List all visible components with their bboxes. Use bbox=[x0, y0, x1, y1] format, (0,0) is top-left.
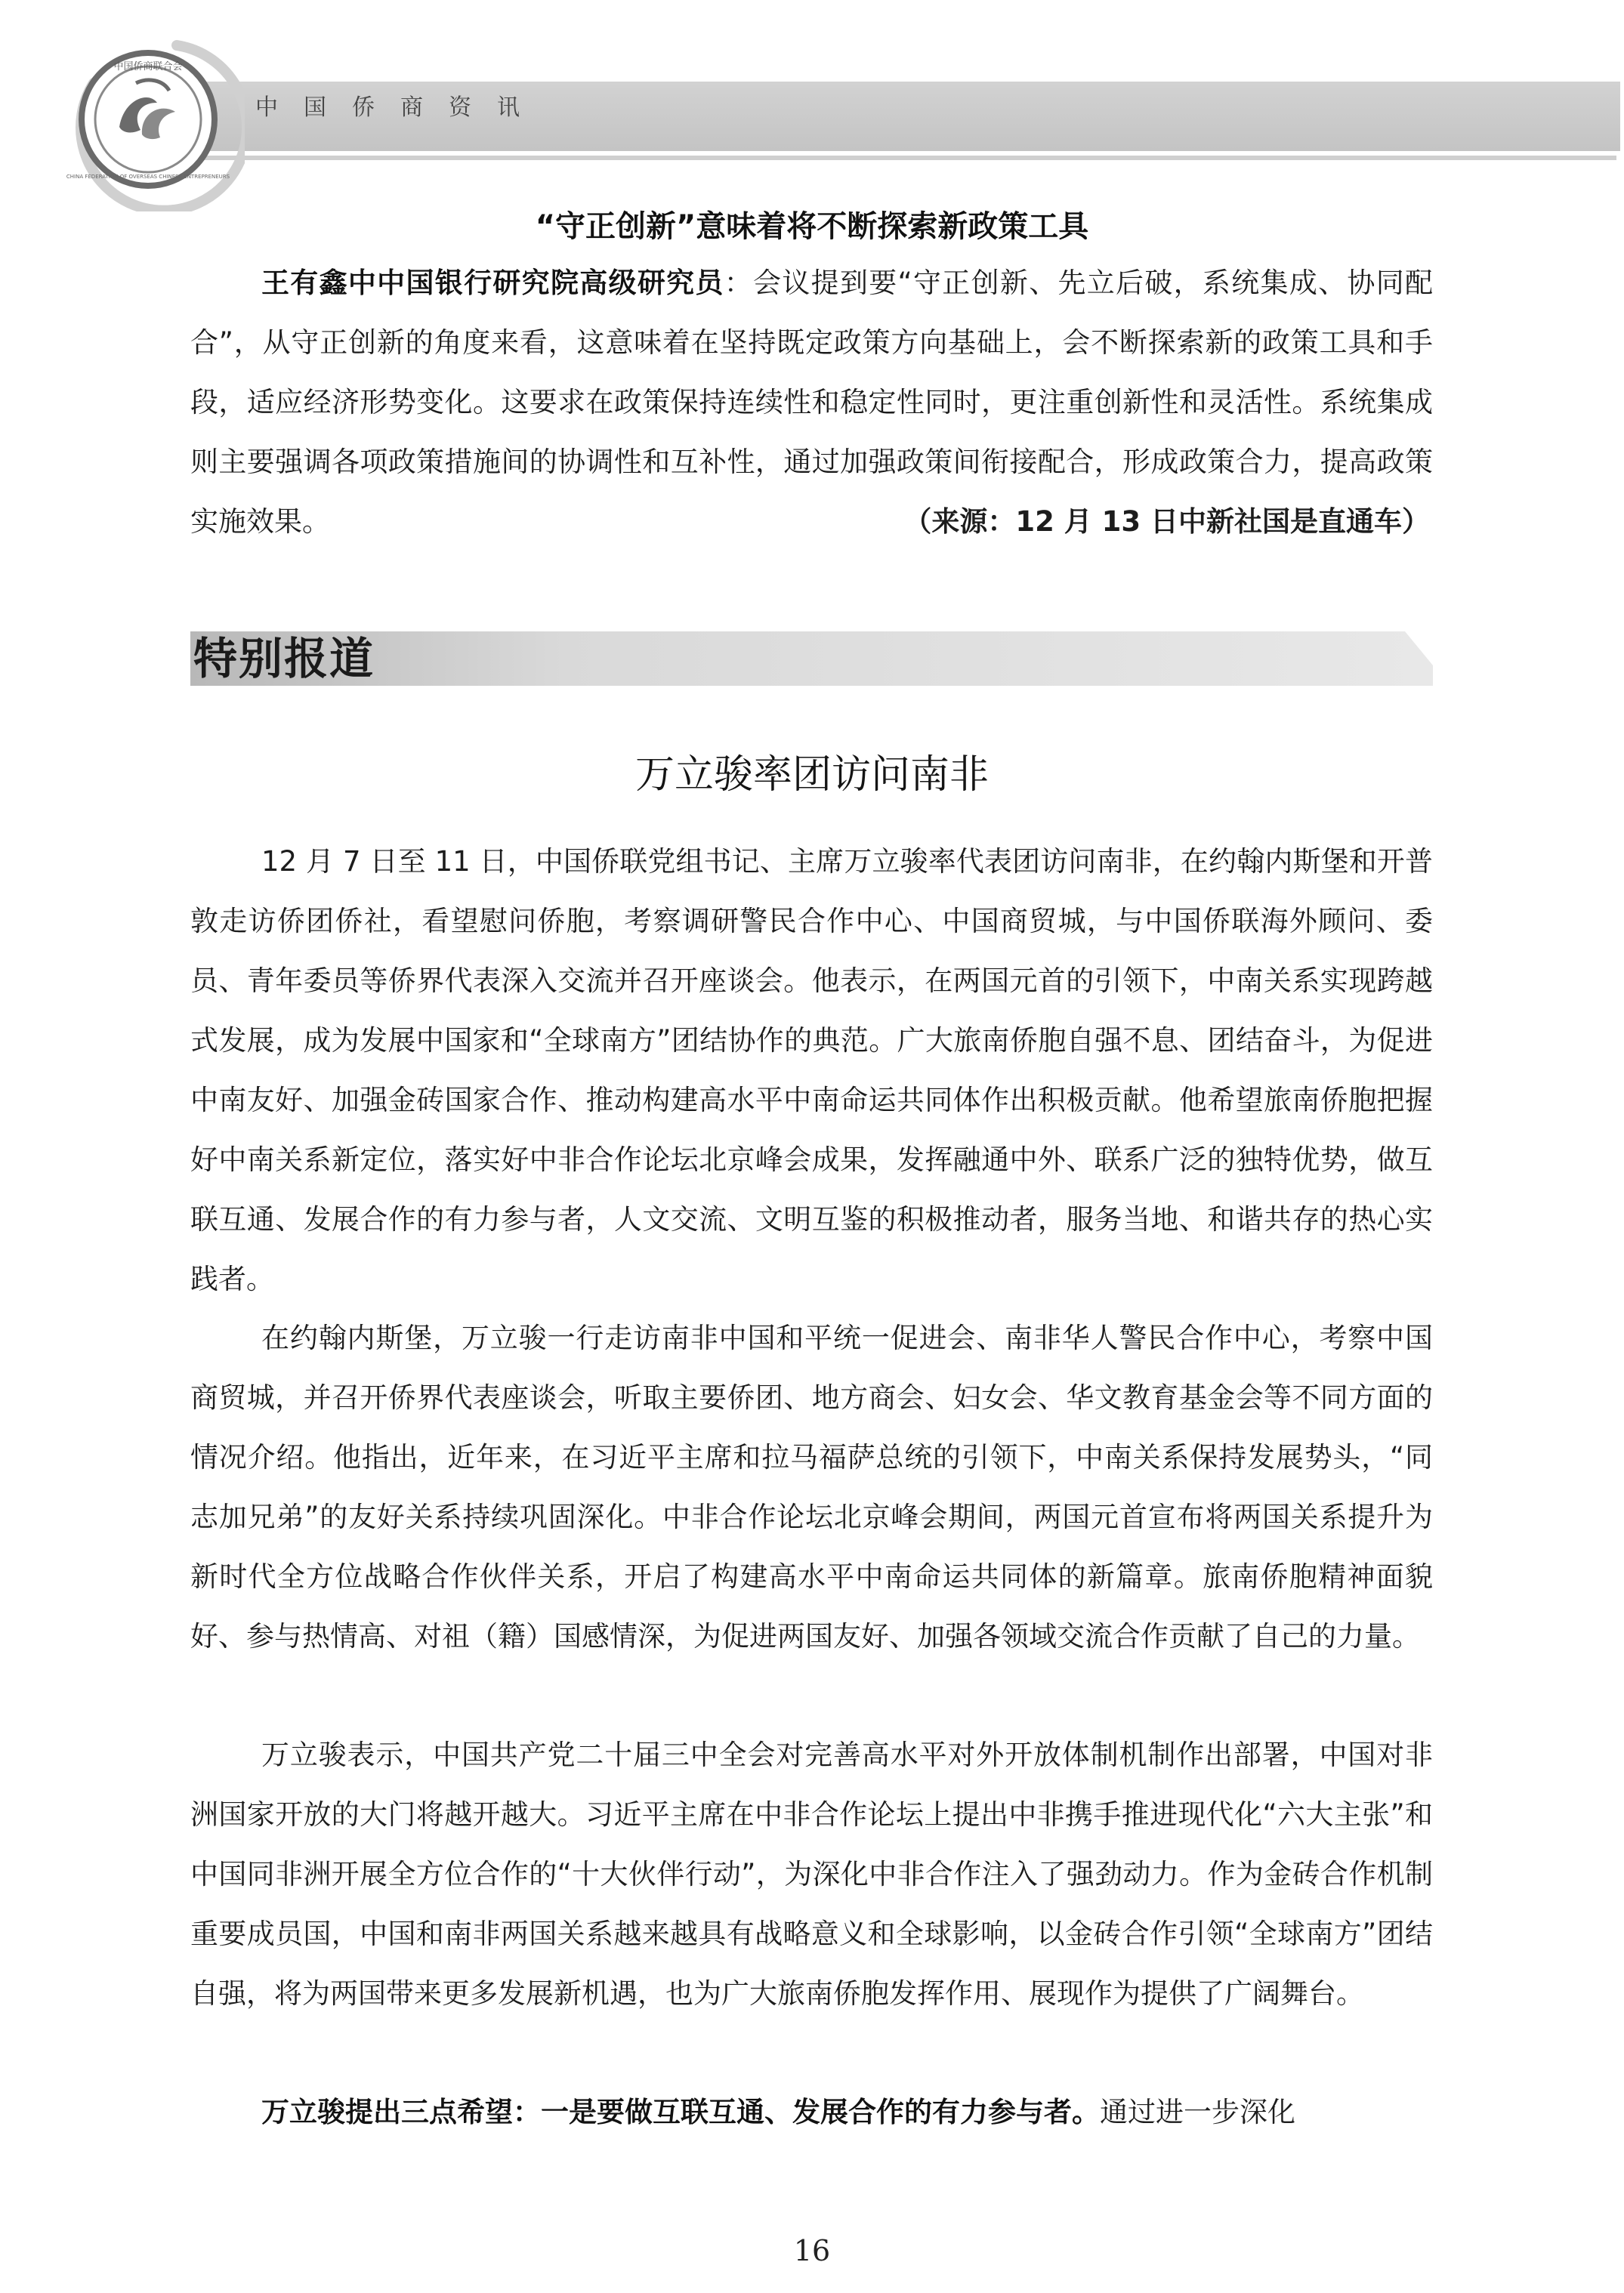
header-underline bbox=[113, 156, 1616, 160]
article-2-paragraph-3: 万立骏表示，中国共产党二十届三中全会对完善高水平对外开放体制机制作出部署，中国对非洲国家开放的大门将越开越大。习近平主席在中非合作论坛上提出中非携手推进现代化“六大主张”和中国同非洲开展全方位合作的“十大伙伴行动”，为深化中非合作注入了强劲动力。作为金砖合作机制重要成员国，中国和南非两国关系越来越具有战略意义和全球影响，以金砖合作引领“全球南方”团结自强，将为两国带来更多发展新机遇，也为广大旅南侨胞发挥作用、展现作为提供了广阔舞台。 bbox=[190, 1739, 1433, 2010]
article-2-paragraph-1: 12 月 7 日至 11 日，中国侨联党组书记、主席万立骏率代表团访问南非，在约翰内斯堡和开普敦走访侨团侨社，看望慰问侨胞，考察调研警民合作中心、中国商贸城，与中国侨联海外顾问、委员、青年委员等侨界代表深入交流并召开座谈会。他表示，在两国元首的引领下，中南关系实现跨越式发展，成为发展中国家和“全球南方”团结协作的典范。广大旅南侨胞自强不息、团结奋斗，为促进中南友好、加强金砖国家合作、推动构建高水平中南命运共同体作出积极贡献。他希望旅南侨胞把握好中南关系新定位，落实好中非合作论坛北京峰会成果，发挥融通中外、联系广泛的独特优势，做互联互通、发展合作的有力参与者，人文交流、文明互鉴的积极推动者，服务当地、和谐共存的热心实践者。 bbox=[190, 845, 1433, 1295]
section-label: 特别报道 bbox=[193, 633, 375, 684]
logo-text-en: CHINA FEDERATION OF OVERSEAS CHINESE ENTREPRENEURS bbox=[66, 174, 230, 180]
article-2-paragraph-2: 在约翰内斯堡，万立骏一行走访南非中国和平统一促进会、南非华人警民合作中心，考察中国商贸城，并召开侨界代表座谈会，听取主要侨团、地方商会、妇女会、华文教育基金会等不同方面的情况介绍。他指出，近年来，在习近平主席和拉马福萨总统的引领下，中南关系保持发展势头，“同志加兄弟”的友好关系持续巩固深化。中非合作论坛北京峰会期间，两国元首宣布将两国关系提升为新时代全方位战略合作伙伴关系，开启了构建高水平中南命运共同体的新篇章。旅南侨胞精神面貌好、参与热情高、对祖（籍）国感情深，为促进两国友好、加强各领域交流合作贡献了自己的力量。 bbox=[190, 1322, 1433, 1653]
article-2-paragraph-4-lead: 万立骏提出三点希望：一是要做互联互通、发展合作的有力参与者。 bbox=[261, 2096, 1100, 2128]
article-1-heading: “守正创新”意味着将不断探索新政策工具 bbox=[535, 209, 1089, 244]
article-2-paragraph-4 bbox=[190, 2082, 1433, 2142]
publication-logo bbox=[63, 30, 245, 211]
article-2-title: 万立骏率团访问南非 bbox=[634, 752, 989, 798]
page-number: 16 bbox=[793, 2234, 831, 2267]
article-1-speaker: 王有鑫中中国银行研究院高级研究员 bbox=[261, 267, 724, 299]
section-band bbox=[190, 631, 1433, 686]
logo-text: 中国侨商联合会 bbox=[113, 61, 183, 73]
article-1-text: ：会议提到要“守正创新、先立后破，系统集成、协同配合”，从守正创新的角度来看，这意味着在坚持既定政策方向基础上，会不断探索新的政策工具和手段，适应经济形势变化。这要求在政策保持连续性和稳定性同时，更注重创新性和灵活性。系统集成则主要强调各项政策措施间的协调性和互补性，通过加强政策间衔接配合，形成政策合力，提高政策实施效果。 bbox=[190, 267, 1433, 538]
publication-title: 中国侨商资讯 bbox=[255, 94, 545, 121]
article-1-body bbox=[190, 253, 1433, 551]
article-2-paragraph-4-rest: 通过进一步深化 bbox=[1100, 2096, 1295, 2128]
article-1-source: （来源：12 月 13 日中新社国是直通车） bbox=[903, 505, 1430, 538]
